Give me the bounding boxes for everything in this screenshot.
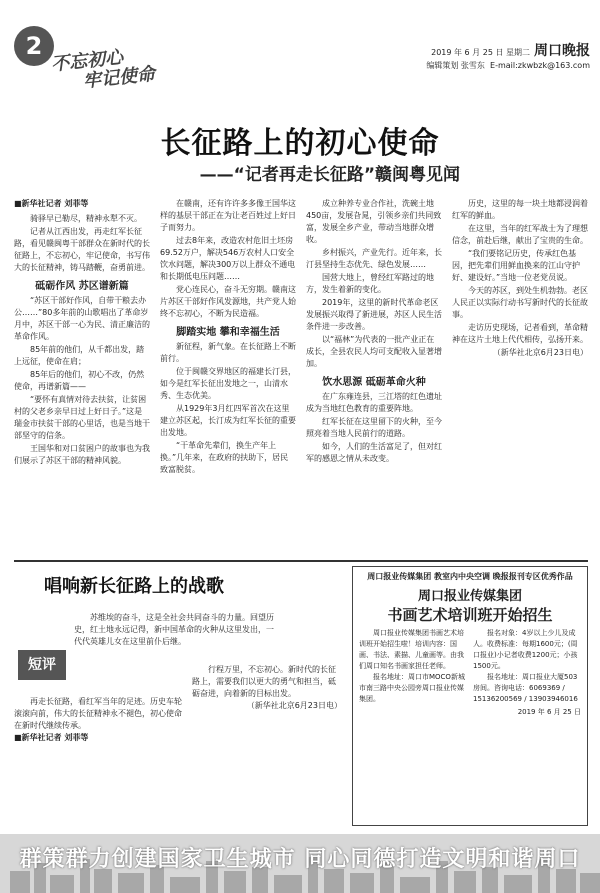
article-column — [306, 198, 442, 556]
article-subheading: 饮水思源 砥砺革命火种 — [322, 377, 426, 388]
article-paragraph: 在赣南，还有许许多多像王国华这样的基层干部正在为让老百姓过上好日子而努力。 — [160, 199, 296, 232]
article-body — [14, 198, 588, 556]
article-paragraph: 党心连民心，奋斗无穷期。赣南这片苏区干部好作风发源地，共产党人始终不忘初心，不断为民造福。 — [160, 285, 296, 318]
essay-paragraph: 行程万里，不忘初心。新时代的长征路上，需要我们以更大的勇气和担当，砥砺奋进，向着新的目标出发。 — [192, 665, 336, 698]
essay-paragraph: 再走长征路，看红军当年的足迹。历史车轮滚滚向前，伟大的长征精神永不褪色，初心使命在新时代继续传承。 — [14, 697, 182, 730]
article-subheading: 砥砺作风 苏区谱新篇 — [35, 281, 129, 292]
ad-text: 报名对象：4岁以上少儿及成人。收费标准：每期1600元；(周口报业)小记者收费1200元；小孩1500元。 — [473, 629, 578, 670]
article-byline: ■新华社记者 刘菲等 — [14, 199, 89, 208]
article-paragraph: 历史，这里的每一块土地都浸润着红军的鲜血。 — [452, 199, 588, 220]
article-paragraph: 如今，人们的生活富足了，但对红军的感恩之情从未改变。 — [306, 442, 442, 463]
slogan-line2: 牢记使命 — [82, 63, 156, 93]
article-headline: 长征路上的初心使命 — [160, 126, 440, 161]
article-paragraph: 在广东雍连县，三江塔的红色遗址成为当地红色教育的重要阵地。 — [306, 392, 442, 413]
essay-byline: ■新华社记者 刘菲等 — [14, 733, 89, 742]
article-paragraph: 85年前的他们，从千都出发，踏上远征，使命在肩； — [14, 345, 145, 366]
article-paragraph: 红军长征在这里留下的火种，至今照亮着当地人民前行的道路。 — [306, 417, 442, 438]
article-paragraph: 在这里，当年的红军战士为了理想信念，前赴后继，献出了宝贵的生命。 — [452, 224, 588, 245]
commentary-tag: 短评 — [18, 650, 66, 680]
article-paragraph: 国营大地上，曾经红军路过的地方，发生着新的变化。 — [306, 273, 434, 294]
slogan-line1: 不忘初心 — [50, 46, 124, 76]
article-paragraph: 成立种养专业合作社，洗碗土地450亩，发展旮晁，引领乡亲们共同致富，发展全乡产业，带动当地群众增收。 — [306, 199, 442, 244]
essay-paragraph: 苏维埃的奋斗，这是全社会共同奋斗的力量。回望历史，红土地永远记得，新中国革命的火种从这里发出，一代代英雄儿女在这里前仆后继。 — [74, 613, 274, 646]
article-paragraph: 今天的苏区，到处生机勃勃。老区人民正以实际行动书写新时代的长征故事。 — [452, 286, 588, 319]
article-paragraph: 位于闽赣交界地区的福建长汀县，如今是红军长征出发地之一，山清水秀、生态优美。 — [160, 367, 296, 400]
ad-top-line: 周口报业传媒集团 教室内中央空调 晚报报刊专区优秀作品 — [367, 572, 573, 581]
ad-title: 周口报业传媒集团 — [417, 589, 522, 604]
article-paragraph: 过去8年来，改造农村危旧土坯房69.52万户，解决546万农村人口安全饮水问题，解决300万以上群众不通电和长期低电压问题…… — [160, 236, 296, 281]
article-paragraph: 85年后的他们，初心不改，仍然使命，再谱新篇—— — [14, 370, 145, 391]
banner-slogan: 群策群力创建国家卫生城市 同心同德打造文明和谐周口 — [19, 847, 581, 872]
article-paragraph: 骑驿早已勒尽，精神永犁不灭。 — [30, 214, 142, 223]
article-paragraph: 2019年，这里的新时代革命老区发展振兴取得了新进展，苏区人民生活条件进一步改善。 — [306, 298, 442, 331]
ad-text: 报名地址：周口报业大厦503房间。咨询电话：6069369 / 15136200569 / 13903946016 — [473, 673, 578, 703]
article-paragraph: 以“福林”为代表的一批产业正在成长，全县农民人均可支配收入显著增加。 — [306, 335, 442, 368]
article-paragraph: 走访历史现场，记者看到，革命精神在这片土地上代代相传，弘扬开来。 — [452, 323, 588, 344]
masthead-info — [410, 40, 590, 72]
article-column — [452, 198, 588, 556]
issue-date: 2019 年 6 月 25 日 星期二 — [431, 48, 530, 57]
article-paragraph: 记者从江西出发，再走红军长征路，看见赣闽粤干部群众在新时代的长征路上，不忘初心，牢记使命，书写伟大的长征精神，铸马踏鞭，奋勇前进。 — [14, 227, 150, 272]
ad-subtitle: 书画艺术培训班开始招生 — [387, 606, 553, 624]
section-divider — [14, 560, 588, 562]
article-subheading: 脚踏实地 攀和幸福生活 — [176, 327, 280, 338]
article-paragraph: “干革命先辈们，换生产年上换。”几年来，在政府的扶助下，居民致富脱贫。 — [160, 441, 289, 474]
article-sign: （新华社北京6月23日电） — [492, 348, 588, 357]
article-subhead: ——“记者再走长征路”赣闽粤见闻 — [199, 165, 460, 185]
article-paragraph: “苏区干部好作风，自带干粮去办公……”80多年前的山歌唱出了革命岁月中，苏区干部一心为民、清正廉洁的革命作风。 — [14, 296, 150, 341]
email: E-mail:zkwbzk@163.com — [490, 61, 590, 70]
editor-credit: 编辑策划 张雪东 — [426, 61, 485, 70]
essay-title: 唱响新长征路上的战歌 — [44, 576, 224, 597]
advertisement — [352, 566, 588, 826]
page-header — [0, 0, 600, 100]
slogan — [50, 41, 193, 95]
article-paragraph: “我们要铭记历史，传承红色基因，把先辈们用鲜血换来的江山守护好、建设好。”当地一位老党员说。 — [452, 249, 580, 282]
article-paragraph: 王国华和对口贫困户的故事也为我们展示了苏区干部的精神风貌。 — [14, 444, 150, 465]
ad-text: 周口报业传媒集团书画艺术培训班开始招生啦！培训内容：国画、书法、素描、儿童画等。由我们周口知名书画家担任老师。 — [359, 629, 464, 670]
article-paragraph: 乡村振兴，产业先行。近年来，长汀县坚持生态优先、绿色发展…… — [306, 248, 442, 269]
ad-date: 2019 年 6 月 25 日 — [517, 708, 581, 716]
ad-text: 报名地址：周口市MOCO新城市南三路中央公园旁周口报业传媒集团。 — [359, 673, 465, 703]
article-paragraph: “要怀有真情对待去扶贫，让贫困村的父老乡亲早日过上好日子。”这是瑞金市扶贫干部的心里话，也是当地干部坚守的信条。 — [14, 395, 150, 440]
essay-sign: （新华社北京6月23日电） — [246, 701, 342, 710]
essay-body — [14, 604, 344, 834]
article-column — [160, 198, 296, 556]
newspaper-logo: 周口晚报 — [534, 43, 590, 59]
article-column — [14, 198, 150, 556]
article-paragraph: 新征程，新气象。在长征路上不断前行。 — [160, 342, 296, 363]
page-number-badge: 2 — [14, 26, 54, 66]
article-paragraph: 从1929年3月红四军首次在这里建立苏区起，长汀成为红军长征的重要出发地。 — [160, 404, 296, 437]
